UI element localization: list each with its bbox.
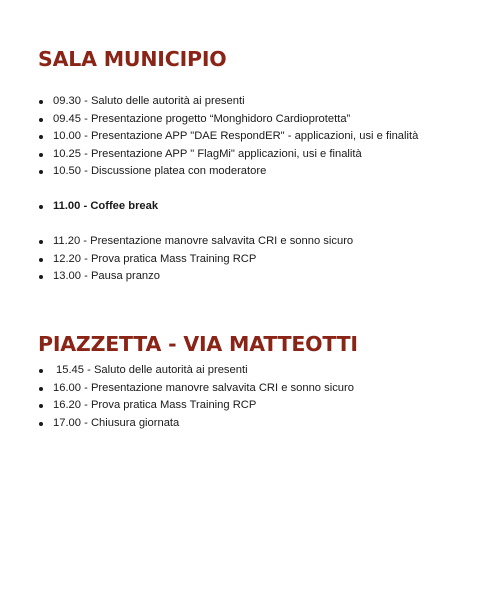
bullet-icon <box>39 170 43 174</box>
bullet-icon <box>39 422 43 426</box>
bullet-icon <box>39 153 43 157</box>
bullet-icon <box>39 100 43 104</box>
bullet-icon <box>39 205 43 209</box>
bullet-icon <box>39 387 43 391</box>
bullet-icon <box>39 240 43 244</box>
program-page: SALA MUNICIPIO 09.30 - Saluto delle autorità ai presenti 09.45 - Presentazione progetto “Monghidoro Cardioprotetta” 10.00 - Presentazione APP "DAE RespondER" - applicazioni, usi e finalità 10.25 - Presentazione APP " FlagMi" applicazioni, usi e finalità 10.50 - Discussione platea con moderatore 11.00 - Coffee break 11.20 - Presentazione manovre salvavita CRI e sonno sicuro 12.20 - Prova pratica Mass Training RCP 13.00 - Pausa pranzo PIAZZETTA - VIA MATTEOTTI 15.45 - Saluto delle autorità ai presenti 16.00 - Presentazione manovre salvavita CRI e sonno sicuro 16.20 - Prova pratica Mass Training RCP 17.00 - Chiusura giornata <box>38 47 419 429</box>
bullet-icon <box>39 118 43 122</box>
bullet-icon <box>39 135 43 139</box>
section-title-sala-municipio: SALA MUNICIPIO <box>38 47 227 71</box>
bullet-icon <box>39 369 43 373</box>
bullet-icon <box>39 275 43 279</box>
section-title-piazzetta: PIAZZETTA - VIA MATTEOTTI <box>38 332 358 356</box>
bullet-icon <box>39 404 43 408</box>
bullet-icon <box>39 258 43 262</box>
